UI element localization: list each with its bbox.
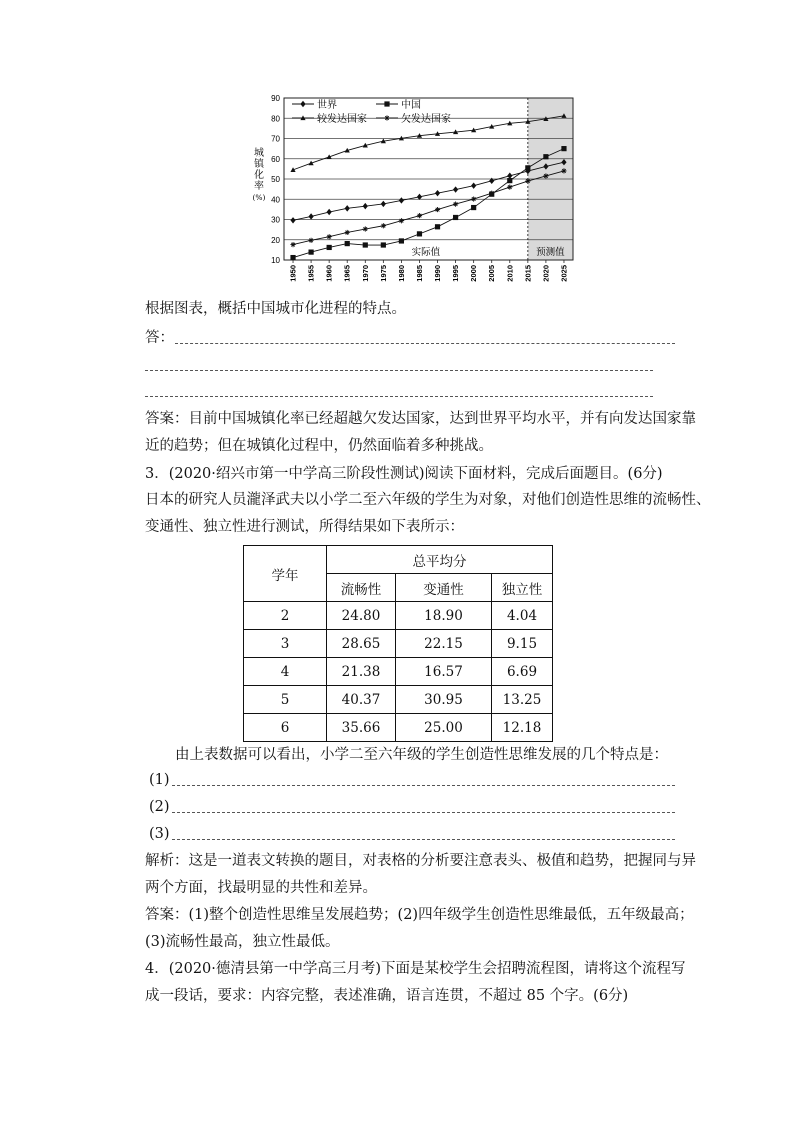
data-point <box>489 191 494 196</box>
data-point <box>489 178 494 184</box>
data-point <box>308 238 313 243</box>
blank-line-2 <box>172 812 675 813</box>
y-axis-label-char: 城 <box>254 148 264 159</box>
header-flexibility: 变通性 <box>396 574 492 602</box>
x-tick-label: 2010 <box>505 265 515 282</box>
header-average: 总平均分 <box>327 546 553 574</box>
x-tick-label: 1955 <box>306 265 316 282</box>
data-point <box>384 115 389 120</box>
data-point <box>561 146 566 151</box>
data-point <box>381 201 386 207</box>
x-tick-label: 1995 <box>451 265 461 282</box>
header-grade: 学年 <box>244 546 327 602</box>
q2-prompt: 根据图表，概括中国城市化进程的特点。 <box>145 301 406 317</box>
blank-label-1: (1) <box>149 772 170 788</box>
legend-label: 欠发达国家 <box>401 114 451 125</box>
blank-line-3 <box>172 839 675 840</box>
data-point <box>300 101 305 107</box>
data-point <box>308 213 313 219</box>
cell: 21.38 <box>327 658 396 686</box>
q3-analysis-line2: 两个方面，找最明显的共性和差异。 <box>145 880 377 896</box>
x-tick-label: 2020 <box>541 265 551 282</box>
data-point <box>290 255 295 260</box>
x-tick-label: 1975 <box>378 265 388 282</box>
x-tick-label: 1970 <box>360 265 370 282</box>
legend-label: 中国 <box>401 100 421 111</box>
y-axis-label-char: 镇 <box>254 159 264 170</box>
q3-title: 3．(2020·绍兴市第一中学高三阶段性测试)阅读下面材料，完成后面题目。(6分) <box>145 466 663 482</box>
data-point <box>345 241 350 246</box>
q3-answer-line1: 答案：(1)整个创造性思维呈发展趋势；(2)四年级学生创造性思维最低，五年级最高； <box>145 907 694 923</box>
q4-line2: 成一段话，要求：内容完整，表述准确，语言连贯，不超过 85 个字。(6分) <box>145 988 629 1004</box>
cell: 18.90 <box>396 602 492 630</box>
cell: 40.37 <box>327 686 396 714</box>
cell: 35.66 <box>327 714 396 742</box>
blank-label-3: (3) <box>149 826 170 842</box>
legend-label: 较发达国家 <box>317 114 367 125</box>
score-table <box>243 545 553 742</box>
data-point <box>363 203 368 209</box>
data-point <box>507 185 512 190</box>
series-line-asterisk <box>293 171 564 245</box>
x-tick-label: 1950 <box>288 265 298 282</box>
x-tick-label: 1960 <box>324 265 334 282</box>
table-row <box>244 714 553 742</box>
blank-line-1 <box>172 785 675 786</box>
cell: 3 <box>244 630 327 658</box>
forecast-region-label: 预测值 <box>536 247 565 258</box>
x-tick-label: 2025 <box>559 265 569 282</box>
y-tick-label: 30 <box>271 215 280 225</box>
cell: 16.57 <box>396 658 492 686</box>
data-point <box>561 168 566 173</box>
data-point <box>525 165 530 170</box>
data-point <box>327 234 332 239</box>
cell: 6.69 <box>492 658 553 686</box>
cell: 9.15 <box>492 630 553 658</box>
y-tick-label: 80 <box>271 114 280 124</box>
data-point <box>507 173 512 179</box>
y-axis-label-char: (%) <box>252 193 266 202</box>
data-point <box>363 242 368 247</box>
answer-line-3 <box>145 396 653 397</box>
x-tick-label: 1985 <box>414 265 424 282</box>
table-row <box>244 630 553 658</box>
series-line-square <box>293 149 564 258</box>
data-point <box>345 230 350 235</box>
data-point <box>399 197 404 203</box>
cell: 4 <box>244 658 327 686</box>
table-row <box>244 658 553 686</box>
cell: 2 <box>244 602 327 630</box>
cell: 25.00 <box>396 714 492 742</box>
data-point <box>381 223 386 228</box>
cell: 24.80 <box>327 602 396 630</box>
q2-answer-line1: 答案：目前中国城镇化率已经超越欠发达国家，达到世界平均水平，并有向发达国家靠 <box>145 411 696 427</box>
header-fluency: 流畅性 <box>327 574 396 602</box>
data-point <box>384 101 389 106</box>
x-tick-label: 2005 <box>487 265 497 282</box>
q3-after-table: 由上表数据可以看出，小学二至六年级的学生创造性思维发展的几个特点是： <box>175 747 668 763</box>
data-point <box>381 242 386 247</box>
cell: 4.04 <box>492 602 553 630</box>
y-tick-label: 20 <box>271 235 280 245</box>
q3-intro-line2: 变通性、独立性进行测试，所得结果如下表所示： <box>145 519 464 535</box>
data-point <box>453 202 458 207</box>
answer-line-2 <box>145 370 653 371</box>
y-tick-label: 90 <box>271 94 280 103</box>
data-point <box>543 154 548 159</box>
q3-analysis-line1: 解析：这是一道表文转换的题目，对表格的分析要注意表头、极值和趋势，把握同与异 <box>145 853 696 869</box>
cell: 22.15 <box>396 630 492 658</box>
x-tick-label: 1980 <box>396 265 406 282</box>
data-point <box>327 245 332 250</box>
urbanization-chart <box>240 90 580 282</box>
table-row <box>244 602 553 630</box>
data-point <box>471 182 476 188</box>
x-tick-label: 2015 <box>523 265 533 282</box>
blank-label-2: (2) <box>149 799 170 815</box>
data-point <box>471 196 476 201</box>
data-point <box>525 178 530 183</box>
y-tick-label: 10 <box>271 256 280 265</box>
y-axis-label-char: 率 <box>254 181 264 192</box>
actual-region-label: 实际值 <box>411 247 441 258</box>
header-independence: 独立性 <box>492 574 553 602</box>
cell: 6 <box>244 714 327 742</box>
data-point <box>435 224 440 229</box>
data-point <box>399 218 404 223</box>
y-tick-label: 70 <box>271 134 280 144</box>
q2-answer-line2: 近的趋势；但在城镇化过程中，仍然面临着多种挑战。 <box>145 438 493 454</box>
legend-label: 世界 <box>317 100 337 111</box>
table-row <box>244 686 553 714</box>
answer-line-1 <box>175 343 675 344</box>
x-tick-label: 1965 <box>342 265 352 282</box>
data-point <box>453 215 458 220</box>
data-point <box>363 226 368 231</box>
data-point <box>327 209 332 215</box>
cell: 30.95 <box>396 686 492 714</box>
y-tick-label: 40 <box>271 195 280 205</box>
data-point <box>507 178 512 183</box>
q2-answer-label: 答： <box>145 330 174 346</box>
q3-answer-line2: (3)流畅性最高，独立性最低。 <box>145 934 340 950</box>
data-point <box>417 213 422 218</box>
y-axis-label-char: 化 <box>254 170 264 181</box>
data-point <box>453 186 458 192</box>
data-point <box>471 205 476 210</box>
cell: 5 <box>244 686 327 714</box>
q4-line1: 4．(2020·德清县第一中学高三月考)下面是某校学生会招聘流程图，请将这个流程写 <box>145 961 686 977</box>
data-point <box>435 190 440 196</box>
data-point <box>308 250 313 255</box>
data-point <box>417 231 422 236</box>
data-point <box>435 207 440 212</box>
data-point <box>345 205 350 211</box>
data-point <box>543 173 548 178</box>
data-point <box>290 242 295 247</box>
cell: 12.18 <box>492 714 553 742</box>
cell: 28.65 <box>327 630 396 658</box>
y-tick-label: 60 <box>271 154 280 164</box>
x-tick-label: 2000 <box>469 265 479 282</box>
cell: 13.25 <box>492 686 553 714</box>
y-tick-label: 50 <box>271 175 280 184</box>
data-point <box>399 238 404 243</box>
q3-intro-line1: 日本的研究人员瀧泽武夫以小学二至六年级的学生为对象，对他们创造性思维的流畅性、 <box>145 492 711 508</box>
x-tick-label: 1990 <box>433 265 443 282</box>
data-point <box>290 217 295 223</box>
